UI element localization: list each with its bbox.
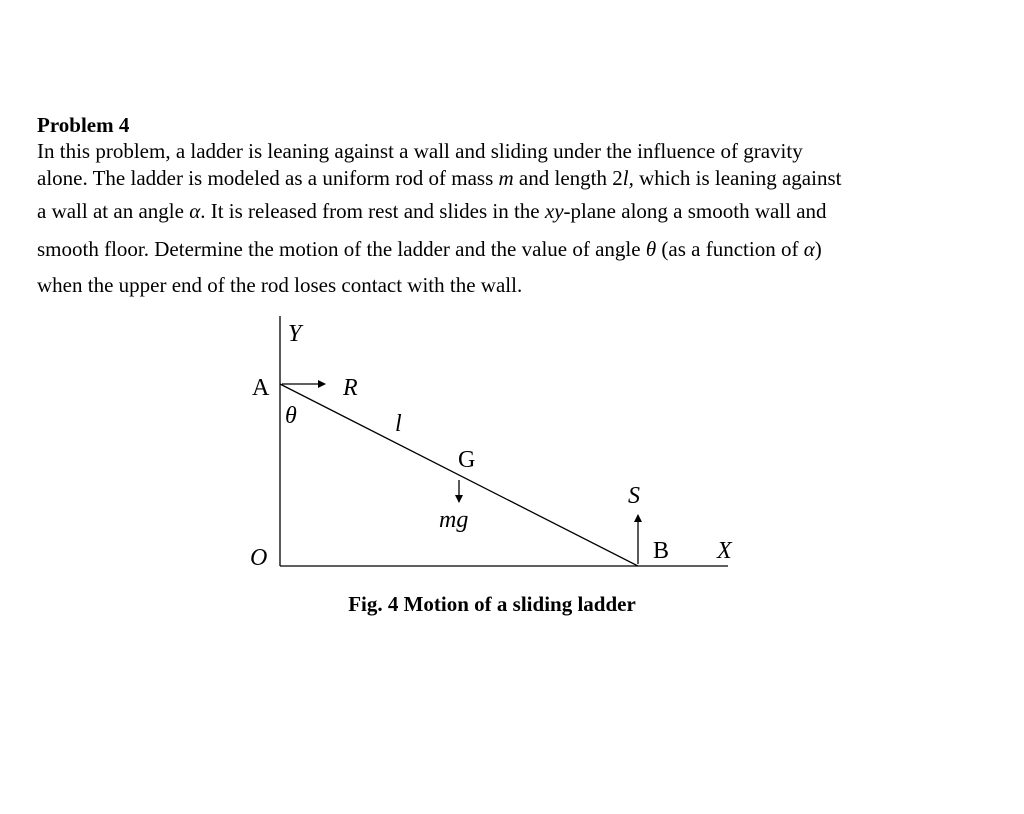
- figure-caption: Fig. 4 Motion of a sliding ladder: [348, 592, 636, 616]
- label-center-g: G: [458, 447, 476, 473]
- ladder-figure: [230, 308, 770, 588]
- text-run: . It is released from rest and slides in the: [200, 199, 545, 223]
- text-run: smooth floor. Determine the motion of the ladder and the value of angle: [37, 237, 646, 261]
- math-alpha: α: [803, 237, 815, 261]
- text-run: a wall at an angle: [37, 199, 190, 223]
- problem-block: [37, 112, 957, 302]
- label-x-axis: X: [717, 538, 732, 564]
- label-reaction-s: S: [628, 483, 640, 509]
- statement-line-4: [37, 230, 957, 268]
- text-run: In this problem, a ladder is leaning against a wall and sliding under the influence of gravity: [37, 139, 803, 163]
- statement-line-5: [37, 268, 957, 302]
- text-run: ): [814, 237, 822, 261]
- statement-line-3: [37, 192, 957, 230]
- text-run: -plane along a smooth wall and: [563, 199, 827, 223]
- text-run: when the upper end of the rod loses contact with the wall.: [37, 273, 523, 297]
- ladder-diagram: [230, 308, 770, 588]
- label-point-a: A: [252, 375, 270, 401]
- problem-title: Problem 4: [37, 113, 130, 137]
- label-origin-o: O: [250, 545, 268, 571]
- label-half-length-l: l: [395, 411, 402, 437]
- statement-line-2: [37, 165, 957, 192]
- label-reaction-r: R: [343, 375, 358, 401]
- text-run: alone. The ladder is modeled as a uniform rod of mass: [37, 166, 499, 190]
- text-run: (as a function of: [656, 237, 804, 261]
- math-theta: θ: [645, 237, 657, 261]
- label-y-axis: Y: [288, 321, 302, 347]
- statement-line-1: [37, 138, 957, 165]
- math-xy: xy: [544, 199, 564, 223]
- text-run: and length 2: [513, 166, 623, 190]
- problem-statement: [37, 138, 957, 302]
- ladder-rod: [280, 384, 638, 566]
- label-weight-mg: mg: [439, 507, 469, 533]
- label-angle-theta: θ: [285, 403, 297, 429]
- math-mass-m: m: [498, 166, 514, 190]
- label-point-b: B: [653, 538, 670, 564]
- text-run: which is leaning against: [633, 166, 842, 190]
- math-length-l: l,: [622, 166, 634, 190]
- math-alpha: α: [189, 199, 201, 223]
